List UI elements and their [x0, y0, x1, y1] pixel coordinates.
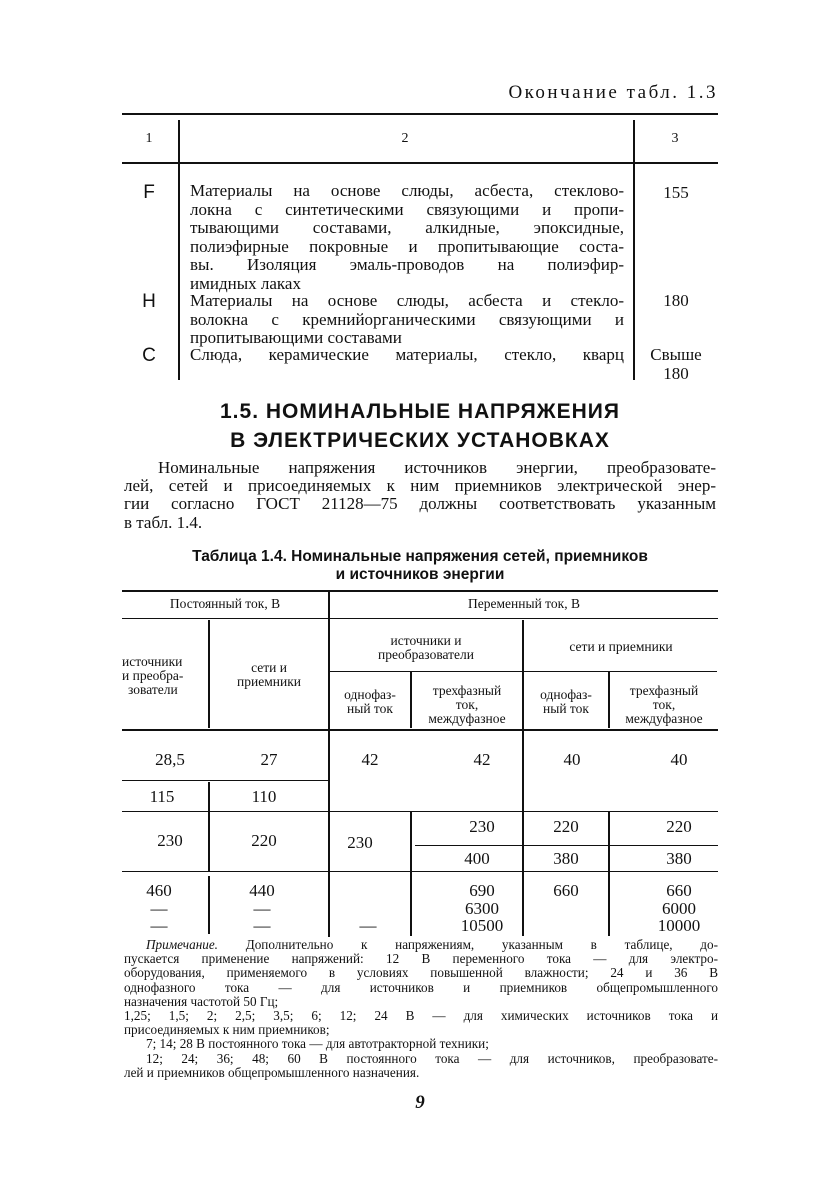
table-cell	[330, 917, 406, 934]
header-line: приемники	[237, 674, 301, 689]
cell-line: —	[150, 898, 168, 918]
header-line: зователи	[128, 682, 178, 697]
table-cell: 220	[666, 817, 692, 836]
class-code: H	[142, 291, 156, 312]
paragraph-line: в табл. 1.4.	[124, 512, 203, 532]
header-line: ный ток	[543, 701, 589, 716]
table-cell: 27	[260, 750, 278, 769]
temperature-value	[640, 346, 712, 383]
text-line: имидных лаках	[190, 273, 301, 293]
cell-line: 6300	[465, 898, 499, 918]
note-line: пускается применение напряжений: 12 В переменного тока — для электро-	[124, 951, 718, 967]
section-heading-line: 1.5. НОМИНАЛЬНЫЕ НАПРЯЖЕНИЯ	[220, 400, 620, 423]
temperature-line: 180	[663, 363, 689, 383]
temperature-value: 155	[663, 183, 689, 202]
table-cell: 28,5	[155, 750, 185, 769]
header-line: междуфазное	[428, 711, 506, 726]
cell-line: 10000	[657, 916, 701, 935]
note-line	[124, 938, 718, 952]
col-header-2: 2	[401, 131, 409, 146]
note-line: лей и приемников общепромышленного назначения.	[124, 1064, 420, 1080]
header-line: ток,	[652, 697, 676, 712]
paragraph-line: Номинальные напряжения источников энергии, преобразовате-	[158, 458, 716, 477]
table-cell	[610, 882, 748, 935]
class-description	[190, 182, 624, 293]
class-code: F	[143, 182, 155, 203]
note-text: Дополнительно к напряжениям, указанным в таблице, до-	[217, 937, 718, 952]
table-cell: 220	[251, 831, 277, 850]
table-cell: 42	[361, 750, 379, 769]
table-rule	[122, 729, 718, 731]
table-caption	[120, 548, 720, 584]
caption-line: и источников энергии	[335, 566, 505, 583]
table-rule	[122, 871, 718, 872]
table-cell: 220	[553, 817, 579, 836]
table-cell: 380	[553, 849, 579, 868]
header-ac-networks: сети и приемники	[569, 639, 673, 654]
table-cell: 115	[149, 787, 175, 806]
text-line: Материалы на основе слюды, асбеста, стеклово-	[190, 181, 624, 200]
page-number: 9	[415, 1092, 425, 1113]
header-line: ток,	[455, 697, 479, 712]
note-line: 1,25; 1,5; 2; 2,5; 3,5; 6; 12; 24 В — для химических источников тока и	[124, 1008, 718, 1024]
text-line: волокна с кремнийорганическими связующими и	[190, 309, 624, 329]
header-line: преобразователи	[377, 647, 475, 662]
header-dc: Постоянный ток, В	[169, 596, 281, 611]
cell-line: —	[253, 898, 271, 918]
header-line: однофаз-	[540, 687, 592, 702]
header-single-phase-src	[330, 688, 410, 716]
table-cell: 230	[347, 833, 373, 852]
header-three-phase-net	[610, 684, 718, 726]
class-code: C	[142, 345, 156, 366]
table-cell: 42	[473, 750, 491, 769]
cell-line: —	[150, 916, 168, 935]
paragraph-line: лей, сетей и присоединяемых к ним приемников электрической энер-	[124, 476, 716, 496]
table-cell: 110	[251, 787, 277, 806]
table-cell: 40	[670, 750, 688, 769]
cell-line: 6000	[662, 898, 696, 918]
text-line: Слюда, керамические материалы, стекло, кварц	[190, 345, 624, 364]
top-rule	[122, 113, 718, 115]
cell-line: 690	[469, 881, 495, 900]
header-dc-networks	[210, 661, 328, 689]
note-line: оборудования, применяемого в условиях повышенной влажности; 24 и 36 В	[124, 965, 718, 981]
cell-line: 460	[146, 881, 172, 900]
header-line: однофаз-	[344, 687, 396, 702]
header-ac-sources	[330, 634, 522, 662]
header-line: сети и	[251, 660, 287, 675]
table-rule	[122, 780, 328, 781]
header-line: и преобра-	[122, 668, 184, 683]
header-line: междуфазное	[625, 711, 703, 726]
table-cell	[122, 882, 196, 935]
text-line: тывающими составами, алкидные, эпоксидные,	[190, 218, 624, 237]
cell-line: —	[253, 916, 271, 935]
table-divider	[178, 120, 180, 380]
table-cell: 400	[464, 849, 490, 868]
cell-line: 10500	[460, 916, 504, 935]
text-line: Материалы на основе слюды, асбеста и стекло-	[190, 291, 624, 310]
caption-line: Таблица 1.4. Номинальные напряжения сетей, приемников	[192, 548, 648, 565]
header-line: источники и	[390, 633, 462, 648]
note-line: 12; 24; 36; 48; 60 В постоянного тока — для источников, преобразовате-	[146, 1050, 718, 1066]
col-header-1: 1	[145, 131, 153, 146]
continuation-label: Окончание табл. 1.3	[508, 82, 718, 103]
header-line: трехфазный	[629, 683, 699, 698]
header-dc-sources	[122, 655, 208, 697]
header-three-phase-src	[412, 684, 522, 726]
table-cell: 230	[157, 831, 183, 850]
table-cell	[524, 882, 608, 899]
note-label: Примечание.	[146, 937, 218, 952]
class-description	[190, 292, 624, 348]
table-divider	[633, 120, 635, 380]
paragraph-line: гии согласно ГОСТ 21128—75 должны соответствовать указанным	[124, 494, 716, 514]
note-line: однофазного тока — для источников и приемников общепромышленного	[124, 979, 718, 995]
note-line: 7; 14; 28 В постоянного тока — для автотракторной техники;	[146, 1036, 489, 1052]
table-note	[124, 938, 718, 1080]
header-line: трехфазный	[432, 683, 502, 698]
text-line: локна с синтетическими связующими и пропи-	[190, 199, 624, 219]
table-cell	[210, 882, 314, 935]
header-line: ный ток	[347, 701, 393, 716]
temperature-value: 180	[663, 291, 689, 310]
table-cell: 230	[469, 817, 495, 836]
header-line: источники	[122, 654, 183, 669]
cell-line: 660	[553, 881, 579, 900]
col-header-3: 3	[671, 131, 679, 146]
text-line: пропитывающими составами	[190, 328, 402, 347]
header-single-phase-net	[524, 688, 608, 716]
cell-line: 440	[249, 881, 275, 900]
temperature-line: Свыше	[650, 345, 702, 364]
note-line: присоединяемых к ним приемников;	[124, 1022, 330, 1038]
cell-line: —	[359, 916, 377, 935]
text-line: вы. Изоляция эмаль-проводов на полиэфир-	[190, 255, 624, 274]
table-cell: 40	[563, 750, 581, 769]
class-description	[190, 346, 624, 365]
table-rule	[122, 618, 718, 619]
table-rule	[122, 811, 718, 812]
note-line: назначения частотой 50 Гц;	[124, 993, 279, 1009]
header-rule	[122, 162, 718, 164]
section-heading-line: В ЭЛЕКТРИЧЕСКИХ УСТАНОВКАХ	[230, 429, 610, 452]
table-rule	[415, 845, 718, 846]
table-rule	[122, 590, 718, 592]
body-paragraph	[124, 459, 716, 532]
table-cell: 380	[666, 849, 692, 868]
cell-line: 660	[666, 881, 692, 900]
header-ac: Переменный ток, В	[468, 596, 580, 611]
section-heading	[120, 397, 720, 455]
text-line: полиэфирные покровные и пропитывающие соста-	[190, 236, 624, 256]
